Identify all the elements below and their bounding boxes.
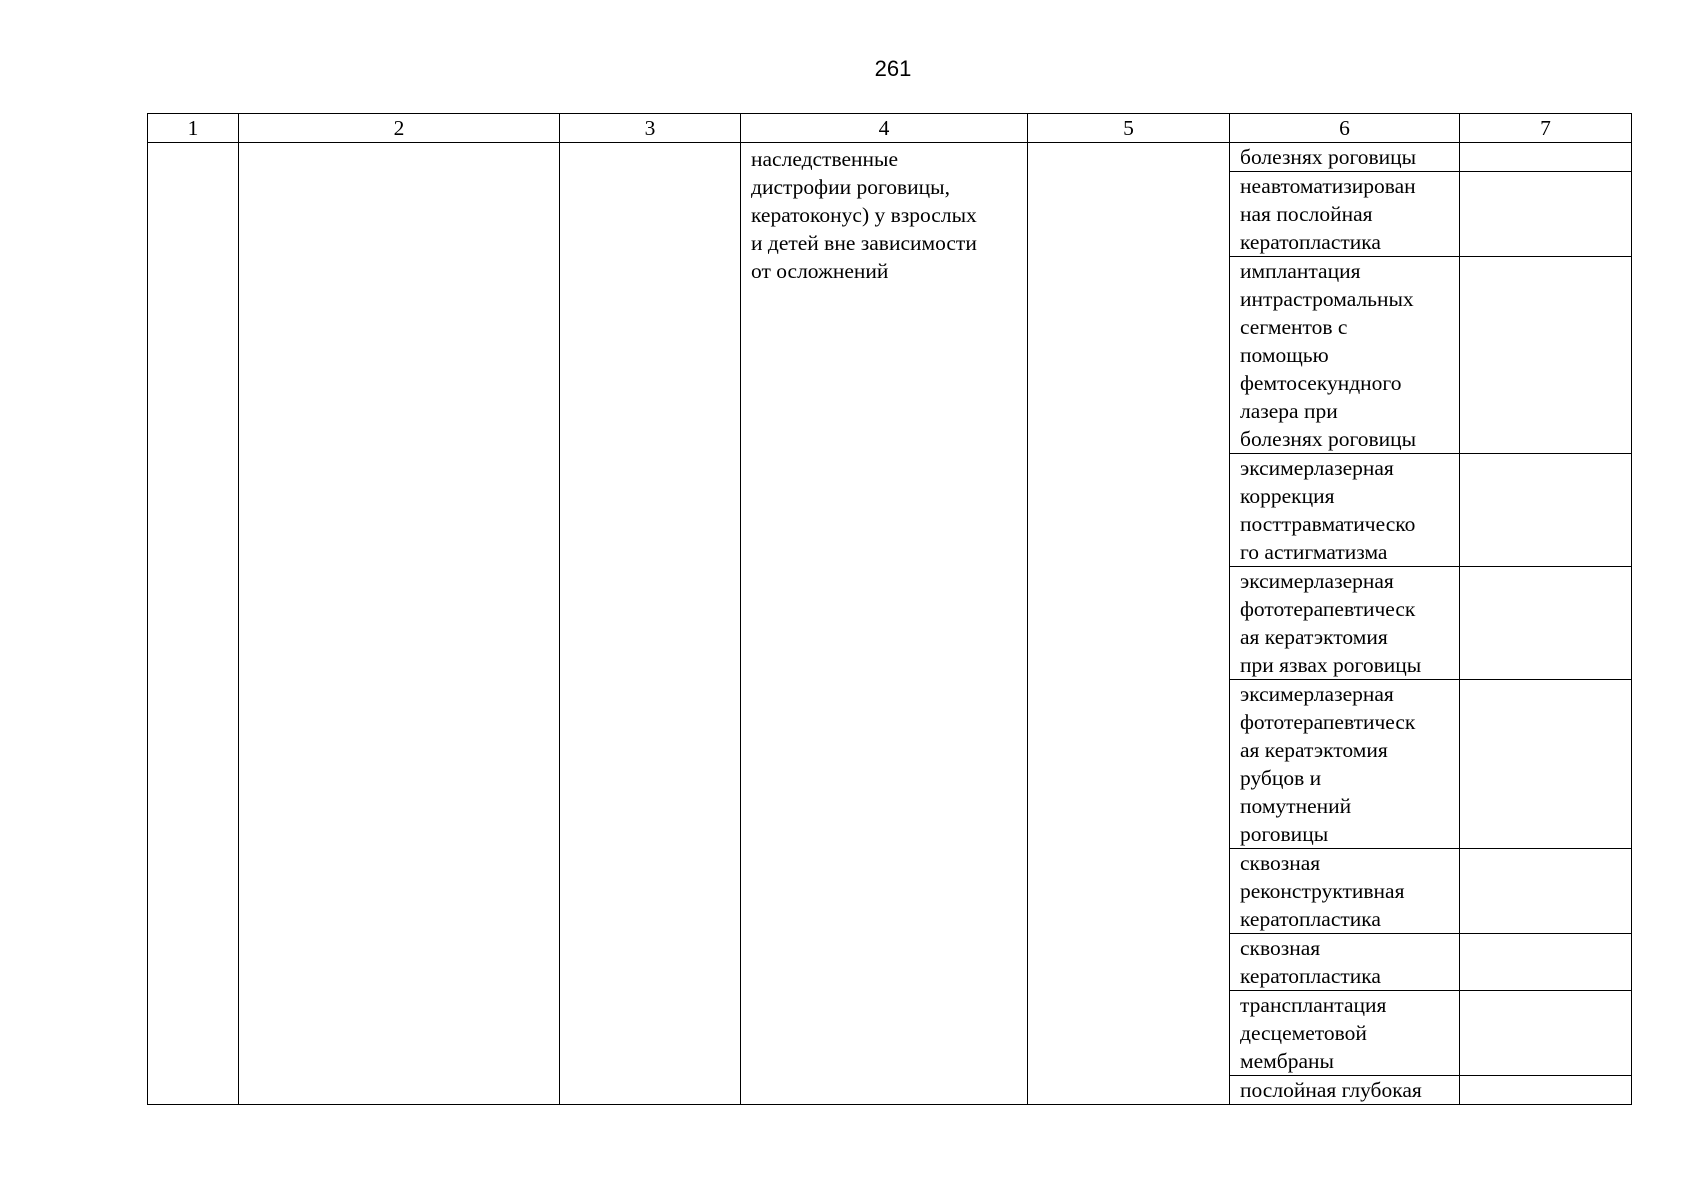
- disease-description: наследственные дистрофии роговицы, кератоконус) у взрослых и детей вне зависимости от осложнений: [751, 147, 977, 283]
- column-number-4: 4: [741, 114, 1028, 143]
- col7-cell-6: [1460, 680, 1632, 849]
- treatment-method-3: [1230, 257, 1460, 454]
- col7-cell-4: [1460, 454, 1632, 567]
- treatment-text: эксимерлазерная фототерапевтическ ая кератэктомия при язвах роговицы: [1240, 569, 1422, 677]
- col7-cell-1: [1460, 143, 1632, 172]
- col7-cell-9: [1460, 991, 1632, 1076]
- col3-cell: [560, 143, 741, 1105]
- treatment-text: эксимерлазерная коррекция посттравматическо го астигматизма: [1240, 456, 1416, 564]
- treatment-method-5: [1230, 567, 1460, 680]
- col5-cell: [1028, 143, 1230, 1105]
- col7-cell-5: [1460, 567, 1632, 680]
- col7-cell-8: [1460, 934, 1632, 991]
- column-number-1: 1: [148, 114, 239, 143]
- col4-cell: [741, 143, 1028, 1105]
- treatment-text: имплантация интрастромальных сегментов с помощью фемтосекундного лазера при болезнях роговицы: [1240, 259, 1417, 451]
- col7-cell-7: [1460, 849, 1632, 934]
- treatment-text: неавтоматизирован ная послойная кератопластика: [1240, 174, 1416, 254]
- col2-cell: [239, 143, 560, 1105]
- treatment-method-6: [1230, 680, 1460, 849]
- column-number-5: 5: [1028, 114, 1230, 143]
- col7-cell-3: [1460, 257, 1632, 454]
- treatment-text: сквозная реконструктивная кератопластика: [1240, 851, 1405, 931]
- column-number-row: [148, 114, 1632, 143]
- column-number-2: 2: [239, 114, 560, 143]
- column-number-3: 3: [560, 114, 741, 143]
- column-number-6: 6: [1230, 114, 1460, 143]
- page-number: 261: [874, 56, 912, 81]
- col7-cell-10: [1460, 1076, 1632, 1105]
- treatment-method-2: [1230, 172, 1460, 257]
- col7-cell-2: [1460, 172, 1632, 257]
- treatment-text: послойная глубокая: [1240, 1078, 1422, 1102]
- treatment-method-4: [1230, 454, 1460, 567]
- treatment-text: эксимерлазерная фототерапевтическ ая кератэктомия рубцов и помутнений роговицы: [1240, 682, 1416, 846]
- treatment-text: трансплантация десцеметовой мембраны: [1240, 993, 1387, 1073]
- column-number-7: 7: [1460, 114, 1632, 143]
- document-table: [147, 113, 1632, 1105]
- treatment-method-10: [1230, 1076, 1460, 1105]
- treatment-method-8: [1230, 934, 1460, 991]
- treatment-method-1: [1230, 143, 1460, 172]
- treatment-method-7: [1230, 849, 1460, 934]
- col1-cell: [148, 143, 239, 1105]
- treatment-text: болезнях роговицы: [1240, 145, 1417, 169]
- treatment-text: сквозная кератопластика: [1240, 936, 1381, 988]
- treatment-method-9: [1230, 991, 1460, 1076]
